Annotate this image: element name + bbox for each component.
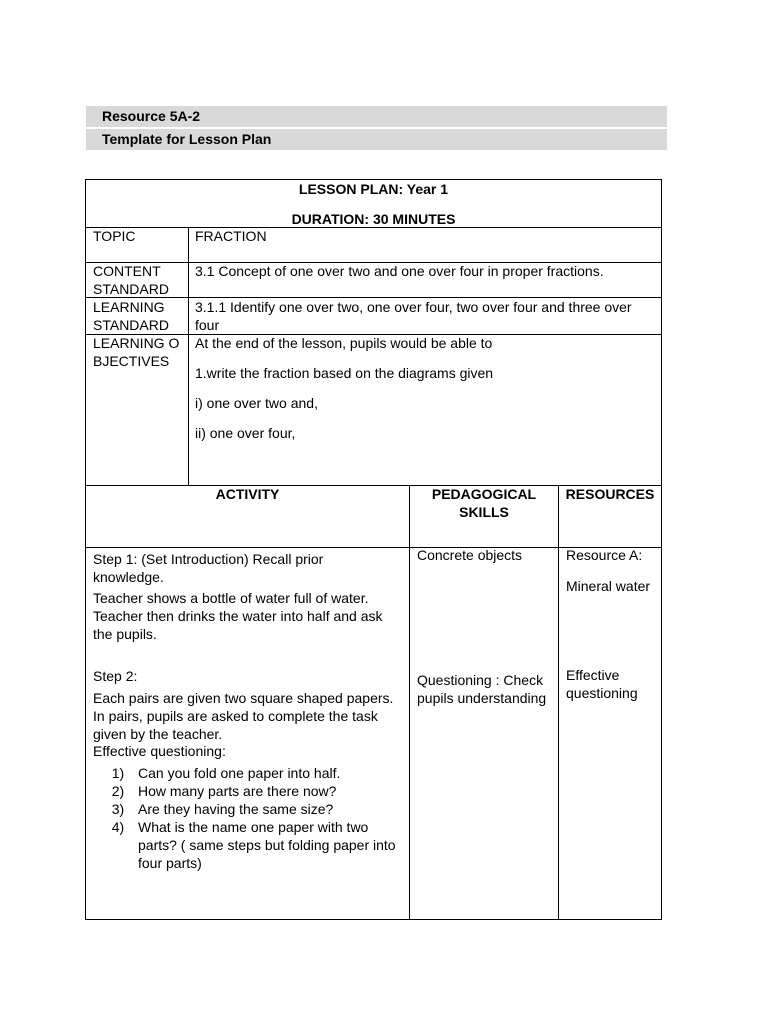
lesson-plan-table: [85, 179, 662, 920]
topic-value: FRACTION: [195, 228, 267, 244]
activity-header: ACTIVITY: [215, 486, 280, 502]
objectives-sub-item: i) one over two and,: [195, 395, 318, 411]
step2-skill: Questioning : Check pupils understanding: [417, 672, 547, 706]
objectives-item: 1.write the fraction based on the diagrams given: [195, 365, 494, 381]
topic-label: TOPIC: [93, 228, 136, 244]
step2-text: Each pairs are given two square shaped papers. In pairs, pupils are asked to complete the task given by the teacher.: [93, 690, 394, 742]
content-standard-label: CONTENT STANDARD: [93, 263, 169, 297]
list-item: 1. Can you fold one paper into half.: [132, 764, 402, 782]
step2-title: Step 2:: [93, 668, 138, 684]
step1-resource-label: Resource A:: [566, 547, 643, 563]
question-list: [86, 764, 402, 872]
step1-title: Step 1: (Set Introduction) Recall prior knowledge.: [93, 551, 324, 585]
objectives-intro: At the end of the lesson, pupils would be able to: [195, 335, 493, 351]
list-item: 2. How many parts are there now?: [132, 782, 402, 800]
pedagogical-header: PEDAGOGICAL SKILLS: [431, 486, 537, 520]
plan-heading: LESSON PLAN: Year 1: [298, 181, 449, 197]
step1-skill: Concrete objects: [417, 547, 523, 563]
step1-resource-item: Mineral water: [566, 578, 651, 594]
resource-title: Template for Lesson Plan: [102, 131, 272, 147]
content-standard-value: 3.1 Concept of one over two and one over four in proper fractions.: [195, 263, 604, 279]
learning-objectives-label: LEARNING OBJECTIVES: [93, 335, 180, 369]
step2-eq-label: Effective questioning:: [93, 743, 226, 759]
rule: [558, 485, 559, 919]
rule: [188, 227, 189, 485]
objectives-sub-item: ii) one over four,: [195, 425, 296, 441]
resource-title-band: [86, 129, 667, 150]
step1-text: Teacher shows a bottle of water full of water. Teacher then drinks the water into half and ask the pupils.: [93, 590, 383, 642]
list-item: 4. What is the name one paper with two parts? ( same steps but folding paper into four parts): [132, 818, 402, 872]
learning-standard-label: LEARNING STANDARD: [93, 299, 169, 333]
list-item: 3. Are they having the same size?: [132, 800, 402, 818]
resource-code-band: [86, 106, 667, 127]
plan-duration: DURATION: 30 MINUTES: [291, 211, 456, 227]
resources-header: RESOURCES: [565, 486, 655, 502]
rule: [409, 485, 410, 919]
resource-code: Resource 5A-2: [102, 108, 201, 124]
learning-standard-value: 3.1.1 Identify one over two, one over four, two over four and three over four: [195, 299, 632, 333]
step2-resource: Effective questioning: [566, 667, 638, 701]
